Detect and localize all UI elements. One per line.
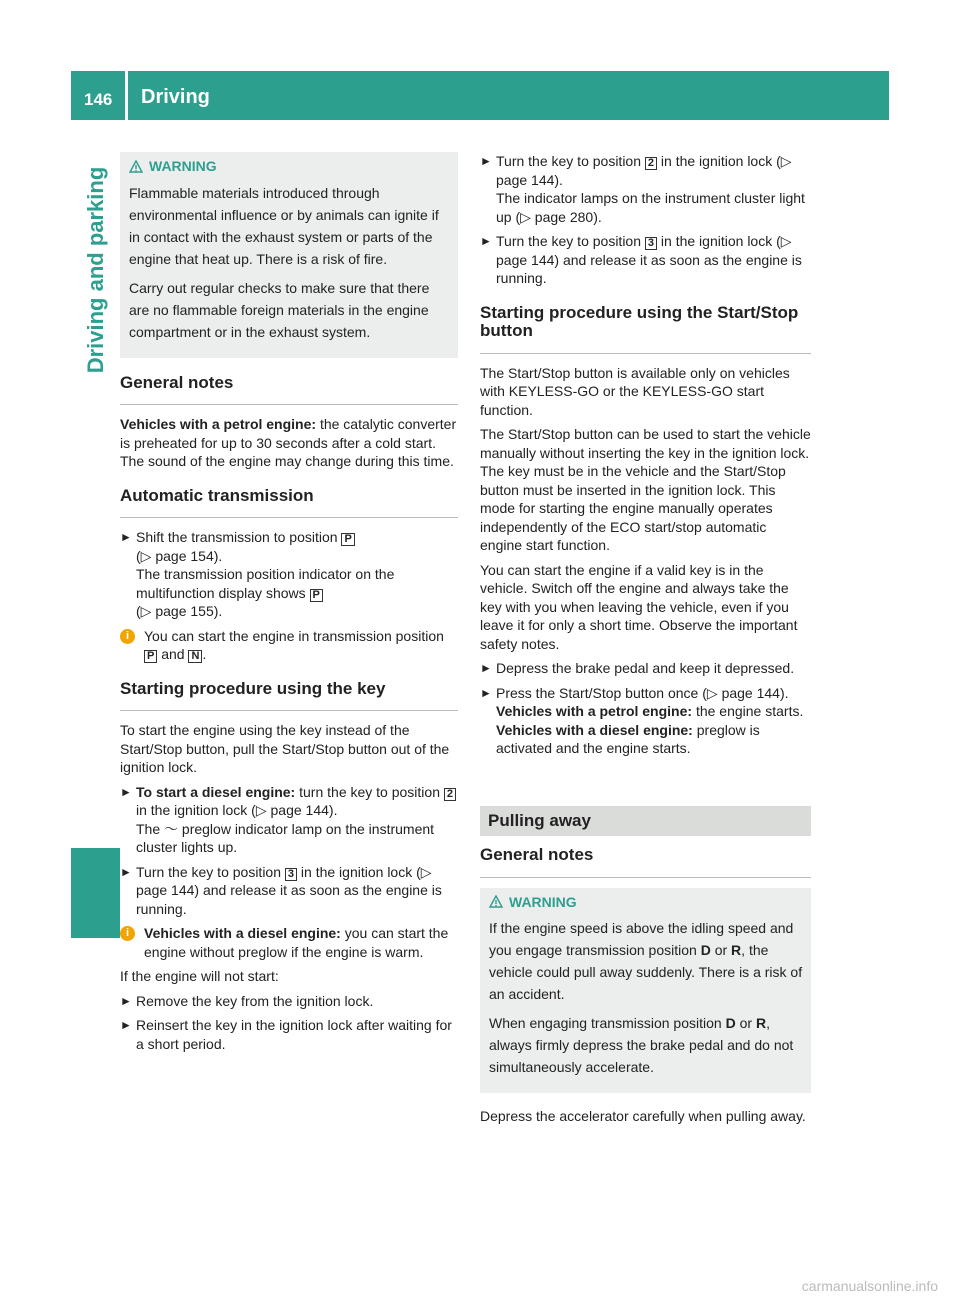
warning-box — [480, 888, 811, 1094]
arrow-icon: ► — [120, 993, 132, 1008]
warning-text: Flammable materials introduced through environmental influence or by animals can ignite if in contact with the exhaust system or parts of the engine that heat up. There is a risk of fire. — [129, 184, 439, 267]
instruction-step: ► Shift the transmission to position P (▷ page 154). The transmission position indicator on the multifunction display shows P (▷ page 155). — [120, 529, 395, 619]
warning-header — [489, 893, 803, 912]
arrow-icon: ► — [480, 234, 492, 248]
warning-header — [129, 157, 450, 176]
side-tab-label: Driving and parking — [83, 166, 108, 374]
side-block — [71, 848, 120, 938]
right-column — [480, 152, 811, 1132]
paragraph: Depress the accelerator carefully when pulling away. — [480, 1108, 806, 1124]
position-p-key: P — [341, 533, 354, 546]
instruction-step: ► Turn the key to position 3 in the ignition lock (▷ page 144) and release it as soon as the engine is running. — [120, 863, 442, 917]
warning-box — [120, 152, 458, 358]
warning-text: Carry out regular checks to make sure that there are no flammable foreign materials in the engine compartment or in the exhaust system. — [129, 279, 430, 340]
instruction-step: ► Turn the key to position 2 in the ignition lock (▷ page 144). The indicator lamps on the instrument cluster light up (▷ page 280). — [480, 153, 805, 225]
section-heading: General notes — [480, 846, 811, 878]
warning-label: WARNING — [509, 893, 577, 910]
info-note: i Vehicles with a diesel engine: you can start the engine without preglow if the engine is warm. — [120, 924, 458, 961]
instruction-step: ► Press the Start/Stop button once (▷ page 144). Vehicles with a petrol engine: the engine starts. Vehicles with a diesel engine: preglow is activated and the engine starts. — [480, 684, 804, 756]
page-ref-icon: ▷ — [140, 547, 152, 564]
paragraph: To start the engine using the key instead of the Start/Stop button, pull the Start/Stop button out of the ignition lock. — [120, 722, 450, 775]
warning-text: If the engine speed is above the idling speed and you engage transmission position D or R, the vehicle could pull away suddenly. There is a risk of an accident. — [489, 920, 803, 1002]
info-icon: i — [120, 926, 135, 941]
section-heading: Automatic transmission — [120, 487, 458, 519]
page-ref-icon: ▷ — [780, 153, 792, 169]
header-separator — [125, 71, 128, 120]
section-heading: Starting procedure using the key — [120, 680, 458, 712]
warning-label: WARNING — [149, 158, 217, 174]
warning-icon — [129, 160, 143, 173]
instruction-step: ► Reinsert the key in the ignition lock after waiting for a short period. — [120, 1017, 452, 1052]
instruction-step: ► Turn the key to position 3 in the ignition lock (▷ page 144) and release it as soon as the engine is running. — [480, 233, 802, 286]
arrow-icon: ► — [480, 154, 492, 168]
paragraph: You can start the engine if a valid key is in the vehicle. Switch off the engine and always take the key with you when leaving the vehicle, even if you leave it for only a short time. Observe the important safety notes. — [480, 561, 798, 652]
instruction-step: ► Depress the brake pedal and keep it depressed. — [480, 660, 795, 676]
preglow-icon: 〜 — [164, 820, 179, 837]
arrow-icon: ► — [120, 784, 132, 799]
paragraph: If the engine will not start: — [120, 968, 279, 984]
instruction-step: ► To start a diesel engine: turn the key to position 2 in the ignition lock (▷ page 144). The 〜 preglow indicator lamp on the instrument cluster lights up. — [120, 783, 458, 857]
arrow-icon: ► — [120, 864, 132, 879]
instruction-step: ► Remove the key from the ignition lock. — [120, 992, 374, 1009]
info-note: i You can start the engine in transmission position P and N . — [120, 627, 458, 664]
page-ref-icon: ▷ — [255, 802, 267, 818]
arrow-icon: ► — [120, 1018, 132, 1032]
page-ref-icon: ▷ — [780, 233, 792, 249]
position-n-key: N — [188, 650, 202, 663]
side-tab — [72, 150, 120, 390]
page-ref-icon: ▷ — [140, 603, 152, 619]
left-column — [120, 152, 458, 1059]
page-number: 146 — [84, 90, 113, 109]
section-heading: General notes — [120, 374, 458, 406]
page-ref-icon: ▷ — [520, 208, 531, 225]
paragraph: Vehicles with a petrol engine: the catalytic converter is preheated for up to 30 seconds after a cold start. The sound of the engine may change during this time. — [120, 416, 457, 469]
info-icon: i — [120, 629, 135, 644]
arrow-icon: ► — [480, 661, 492, 675]
page-ref-icon: ▷ — [420, 863, 432, 880]
warning-text: When engaging transmission position D or R, always firmly depress the brake pedal and do not simultaneously accelerate. — [489, 1015, 794, 1075]
section-band: Pulling away — [480, 806, 811, 837]
page-ref-icon: ▷ — [706, 684, 718, 701]
arrow-icon: ► — [480, 685, 492, 700]
page-title: Driving — [141, 86, 210, 108]
arrow-icon: ► — [120, 530, 132, 544]
paragraph: The Start/Stop button is available only on vehicles with KEYLESS-GO or the KEYLESS-GO start function. — [480, 364, 790, 418]
section-heading: Starting procedure using the Start/Stop button — [480, 304, 811, 354]
watermark: carmanualsonline.info — [801, 1278, 938, 1294]
warning-icon — [489, 895, 503, 908]
paragraph: The Start/Stop button can be used to start the vehicle manually without inserting the key in the ignition lock. The key must be in the vehicle and the Start/Stop button must be inserted in the ignition lock. This mode for starting the engine manually operates independently of the ECO start/stop automatic engine start function. — [480, 426, 811, 553]
